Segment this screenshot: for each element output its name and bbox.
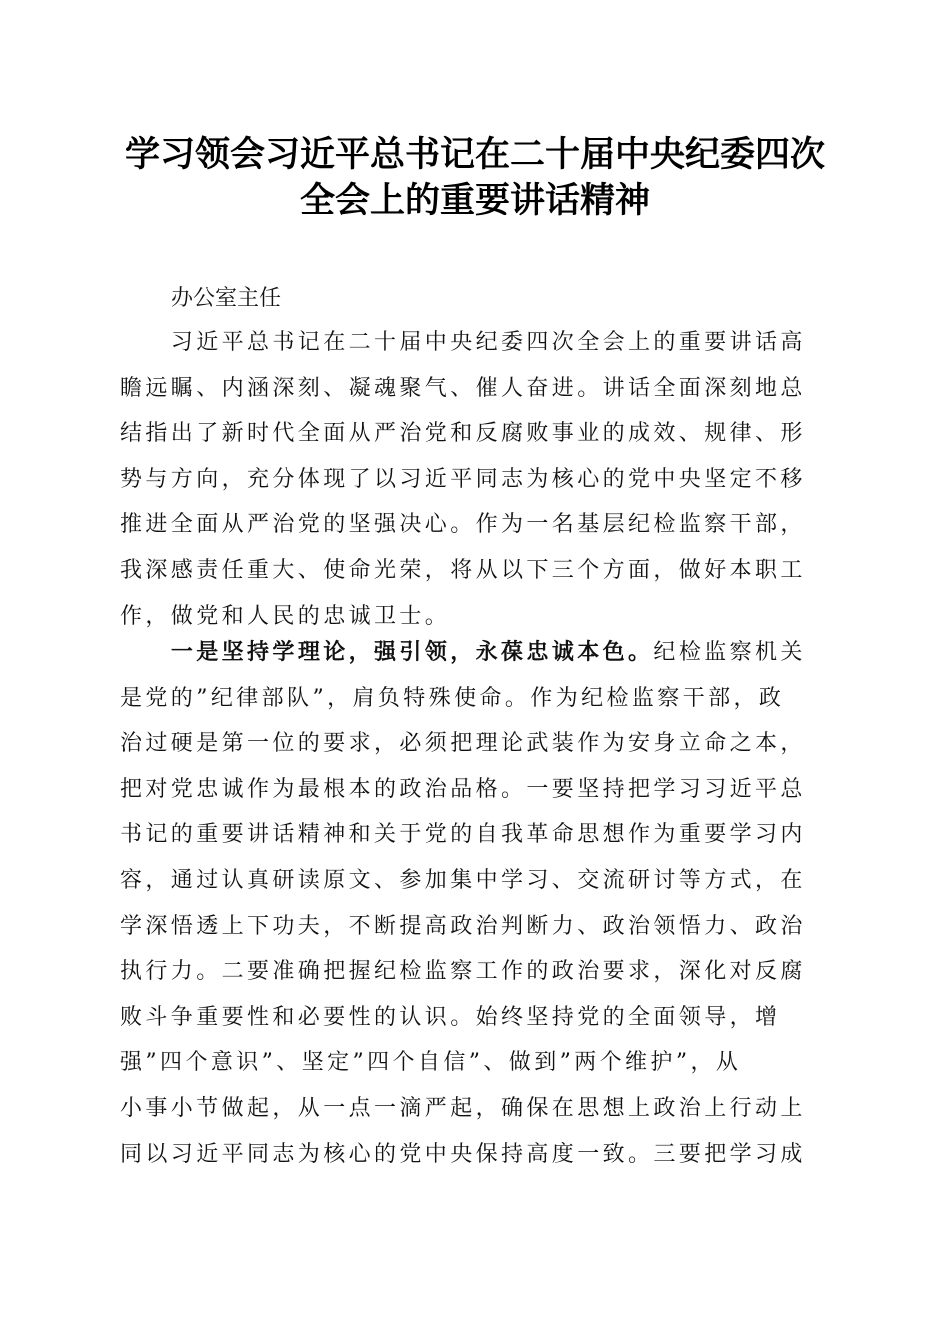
title-line-1: 学习领会习近平总书记在二十届中央纪委四次 (124, 134, 825, 175)
paragraph-line: 败斗争重要性和必要性的认识。始终坚持党的全面领导，增 (120, 1004, 781, 1030)
paragraph-line: 结指出了新时代全面从严治党和反腐败事业的成效、规律、形 (120, 421, 806, 447)
paragraph-line: 习近平总书记在二十届中央纪委四次全会上的重要讲话高 (120, 330, 806, 355)
paragraph-line: 作，做党和人民的忠诚卫士。 (120, 603, 451, 629)
paragraph-line: 同以习近平同志为核心的党中央保持高度一致。三要把学习成 (120, 1141, 806, 1167)
title-line-2: 全会上的重要讲话精神 (299, 180, 650, 221)
paragraph-line: 势与方向，充分体现了以习近平同志为核心的党中央坚定不移 (120, 466, 806, 492)
paragraph-line: 执行力。二要准确把握纪检监察工作的政治要求，深化对反腐 (120, 959, 806, 985)
paragraph-line: 学深悟透上下功夫，不断提高政治判断力、政治领悟力、政治 (120, 913, 806, 939)
paragraph-line: 把对党忠诚作为最根本的政治品格。一要坚持把学习习近平总 (120, 776, 806, 802)
paragraph-line: 推进全面从严治党的坚强决心。作为一名基层纪检监察干部， (120, 512, 806, 538)
paragraph-line: 治过硬是第一位的要求，必须把理论武装作为安身立命之本， (120, 731, 806, 757)
section-lead-heading: 一是坚持学理论，强引领，永葆忠诚本色。 (170, 639, 654, 665)
author-line: 办公室主任 (171, 286, 282, 311)
paragraph-line: 容，通过认真研读原文、参加集中学习、交流研讨等方式，在 (120, 867, 806, 893)
paragraph-intro (120, 320, 822, 639)
document-title (100, 132, 850, 224)
paragraph-first-line (120, 630, 822, 676)
paragraph-line: 瞻远瞩、内涵深刻、凝魂聚气、催人奋进。讲话全面深刻地总 (120, 375, 806, 401)
paragraph-line: 是党的”纪律部队”，肩负特殊使命。作为纪检监察干部，政 (120, 685, 785, 711)
paragraph-point-one (120, 630, 822, 1177)
paragraph-line: 小事小节做起，从一点一滴严起，确保在思想上政治上行动上 (120, 1095, 806, 1121)
paragraph-line: 我深感责任重大、使命光荣，将从以下三个方面，做好本职工 (120, 557, 806, 583)
paragraph-line: 书记的重要讲话精神和关于党的自我革命思想作为重要学习内 (120, 822, 806, 848)
paragraph-line: 强”四个意识”、坚定”四个自信”、做到”两个维护”，从 (120, 1050, 742, 1076)
paragraph-first-line-rest: 纪检监察机关 (653, 640, 806, 665)
